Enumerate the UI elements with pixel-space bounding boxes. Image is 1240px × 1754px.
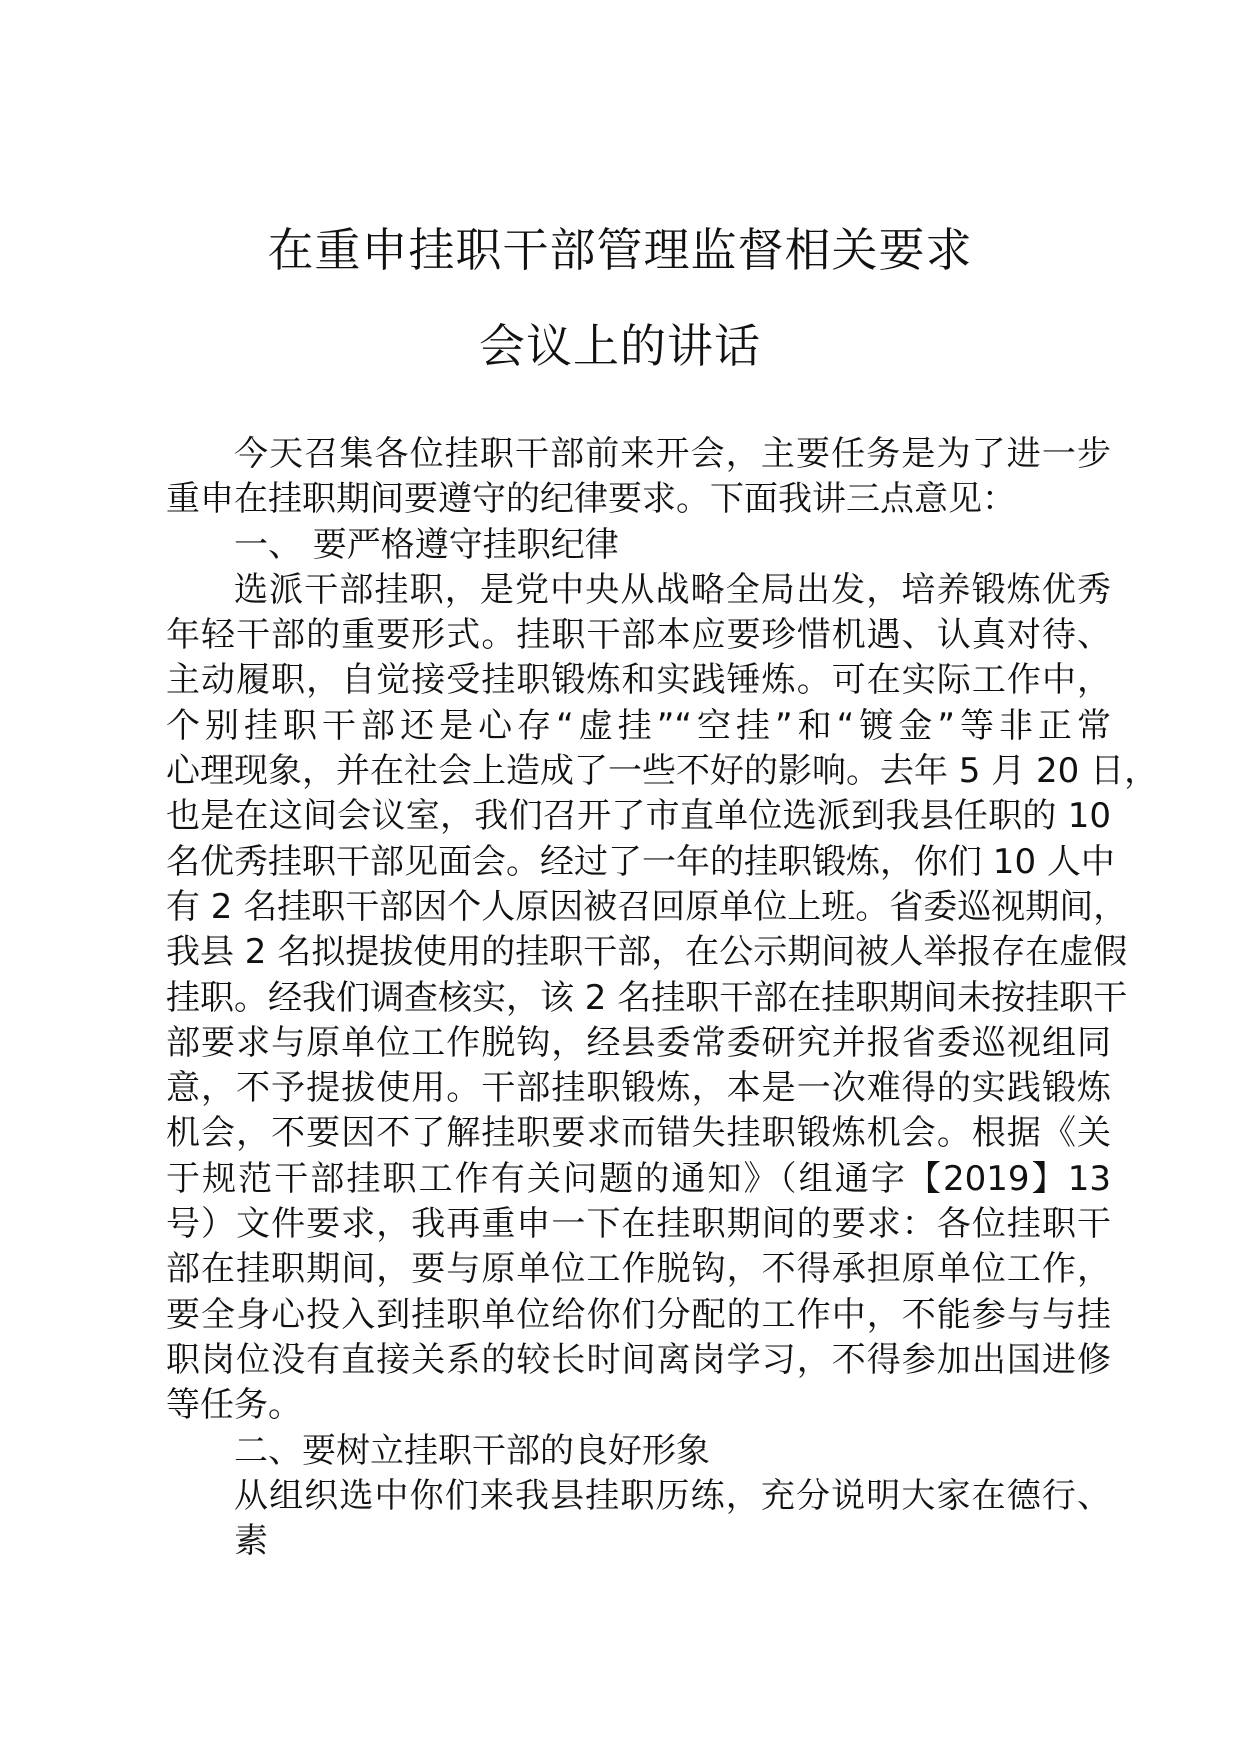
paragraph-line: 意，不予提拔使用。干部挂职锻炼，本是一次难得的实践锻炼 [166, 1068, 1111, 1109]
paragraph-line: 素 [234, 1521, 268, 1562]
paragraph-line: 心理现象，并在社会上造成了一些不好的影响。去年 5 月 20 日， [166, 751, 1159, 792]
paragraph-line: 部在挂职期间，要与原单位工作脱钩，不得承担原单位工作， [166, 1249, 1111, 1290]
paragraph-line: 也是在这间会议室，我们召开了市直单位选派到我县任职的 10 [166, 796, 1111, 837]
paragraph-line: 名优秀挂职干部见面会。经过了一年的挂职锻炼，你们 10 人中 [166, 841, 1115, 882]
section-heading-1: 一、 要严格遵守挂职纪律 [234, 524, 619, 565]
paragraph-line: 号）文件要求，我再重申一下在挂职期间的要求：各位挂职干 [166, 1204, 1111, 1245]
section-heading-2: 二、要树立挂职干部的良好形象 [234, 1430, 710, 1471]
paragraph-line: 选派干部挂职，是党中央从战略全局出发，培养锻炼优秀 [234, 569, 1111, 610]
paragraph-line: 今天召集各位挂职干部前来开会，主要任务是为了进一步 [234, 434, 1111, 474]
paragraph-line: 个别挂职干部还是心存“虚挂”“空挂”和“镀金”等非正常 [166, 705, 1111, 746]
document-title-line-1: 在重申挂职干部管理监督相关要求 [267, 223, 973, 277]
paragraph-line: 要全身心投入到挂职单位给你们分配的工作中，不能参与与挂 [166, 1294, 1111, 1335]
paragraph-line: 我县 2 名拟提拔使用的挂职干部，在公示期间被人举报存在虚假 [166, 932, 1128, 973]
paragraph-line: 挂职。经我们调查核实，该 2 名挂职干部在挂职期间未按挂职干 [166, 977, 1128, 1018]
paragraph-line: 等任务。 [166, 1385, 302, 1426]
paragraph-line: 年轻干部的重要形式。挂职干部本应要珍惜机遇、认真对待、 [166, 615, 1111, 656]
document-body [166, 432, 1159, 1564]
paragraph-line: 重申在挂职期间要遵守的纪律要求。下面我讲三点意见： [166, 479, 1016, 520]
paragraph-line: 从组织选中你们来我县挂职历练，充分说明大家在德行、 [234, 1475, 1111, 1516]
document-title-line-2: 会议上的讲话 [479, 319, 761, 373]
paragraph-line: 部要求与原单位工作脱钩，经县委常委研究并报省委巡视组同 [166, 1022, 1111, 1063]
paragraph-line: 于规范干部挂职工作有关问题的通知》（组通字【2019】13 [166, 1158, 1111, 1199]
paragraph-line: 职岗位没有直接关系的较长时间离岗学习，不得参加出国进修 [166, 1339, 1111, 1380]
paragraph-line: 有 2 名挂职干部因个人原因被召回原单位上班。省委巡视期间， [166, 886, 1128, 927]
paragraph-line: 主动履职，自觉接受挂职锻炼和实践锤炼。可在实际工作中， [166, 660, 1111, 701]
paragraph-line: 机会，不要因不了解挂职要求而错失挂职锻炼机会。根据《关 [166, 1113, 1111, 1154]
